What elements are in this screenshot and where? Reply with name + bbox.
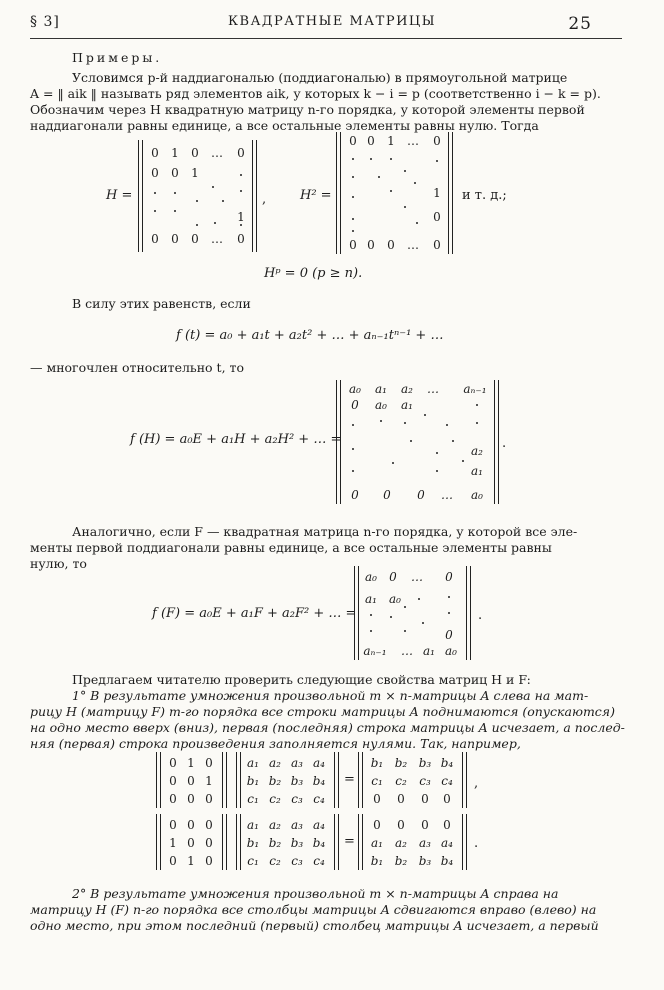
ff-period: . [478,608,483,623]
analog-line-2: менты первой поддиагонали равны единице, а все остальные элементы равны [30,540,552,555]
polynomial-formula: f (t) = a₀ + a₁t + a₂t² + … + aₙ₋₁tⁿ⁻¹ + … [176,328,444,343]
property-1-line-3: на одно место вверх (вниз), первая (последняя) строка матрицы A исчезает, а послед- [30,720,625,735]
intro-line-2: A = ‖ aik ‖ называть ряд элементов aik, у которых k − i = p (соответственно i − k = p). [30,86,601,101]
book-page: § 3] КВАДРАТНЫЕ МАТРИЦЫ 25 Примеры. Условимся p-й наддиагональю (поддиагональю) в прямоугольной матрице A = ‖ aik ‖ называть ряд элементов aik, у которых k − i = p (соответственно i − k = p). Обозначим через H квадратную матрицу n-го порядка, у которой элементы первой наддиагонали равны единице, а все остальные элементы равны нулю. Тогда H = 0 1 0 … 0 0 0 1 1 0 0 0 … 0 , H² = 0 0 1 … 0 1 0 0 0 0 … 0 и т. д.; Hᵖ = 0 (p ≥ n). В силу этих равенств, если f (t) = a₀ + a₁t + a₂t² + … + aₙ₋₁tⁿ⁻¹ + … — многочлен относительно t, то f (H) = a₀E + a₁H + a₂H² + … = a₀ a₁ a₂ … aₙ₋₁ 0 a₀ a₁ a₂ a₁ 0 0 0 … a₀ . Аналогично, если F — квадратная матрица n-го порядка, у которой все эле- менты первой поддиагонали равны единице, а все остальные элементы равны нулю, то f (F) = a₀E + a₁F + a₂F² + … = a₀ 0 … 0 a₁ a₀ 0 aₙ₋₁ … a₁ a₀ . Предлагаем читателю проверить следующие свойства матриц H и F: 1° В результате умножения произвольной m × n-матрицы A слева на мат- рицу H (матрицу F) m-го порядка все строки матрицы A поднимаются (опускаются) на одно место вверх (вниз), первая (последняя) строка матрицы A исчезает, а послед- няя (первая) строка произведения заполняется нулями. Так, например, 0 1 0 0 0 1 0 0 0 a₁ a₂ a₃ a₄ b₁ b₂ b₃ b₄ c₁ c₂ c₃ c₄ = b₁ b₂ b₃ b₄ c₁ c₂ c₃ c₄ 0 0 0 0 , 0 0 0 1 0 0 0 1 0 a₁ a₂ a₃ a₄ b₁ b₂ b₃ b₄ c₁ c₂ c₃ c₄ = 0 0 0 0 a₁ a₂ a₃ a₄ b₁ b₂ b₃ b₄ . 2° В результате умножения произвольной m × n-матрицы A справа на матрицу H (F) n-го порядка все столбцы матрицы A сдвигаются вправо (влево) на одно место, при этом последний (первый) столбец матрицы A исчезает, а первый [0,0,664,990]
examples-heading: Примеры. [72,50,163,65]
property-1-line-2: рицу H (матрицу F) m-го порядка все строки матрицы A поднимаются (опускаются) [30,704,615,719]
hp-formula: Hᵖ = 0 (p ≥ n). [264,266,363,281]
example-1-comma: , [474,776,479,791]
polynomial-intro: В силу этих равенств, если [72,296,251,311]
h2-label: H² = [300,188,332,203]
example-1-equals: = [344,772,355,787]
analog-line-3: нулю, то [30,556,87,571]
h-label: H = [106,188,133,203]
example-2-equals: = [344,834,355,849]
property-2-line-3: одно место, при этом последний (первый) столбец матрицы A исчезает, а первый [30,918,599,933]
intro-line-3: Обозначим через H квадратную матрицу n-го порядка, у которой элементы первой [30,102,585,117]
ff-label: f (F) = a₀E + a₁F + a₂F² + … = [152,606,357,621]
fh-label: f (H) = a₀E + a₁H + a₂H² + … = [130,432,342,447]
intro-line-1: Условимся p-й наддиагональю (поддиагональю) в прямоугольной матрице [72,70,568,85]
etc-text: и т. д.; [462,188,507,203]
property-2-line-1: 2° В результате умножения произвольной m × n-матрицы A справа на [72,886,559,901]
intro-line-4: наддиагонали равны единице, а все остальные элементы равны нулю. Тогда [30,118,539,133]
section-number: § 3] [30,14,60,30]
fh-period: . [502,436,507,451]
property-1-line-1: 1° В результате умножения произвольной m × n-матрицы A слева на мат- [72,688,589,703]
page-number: 25 [568,14,592,34]
property-2-line-2: матрицу H (F) n-го порядка все столбцы матрицы A сдвигаются вправо (влево) на [30,902,597,917]
example-2-period: . [474,836,479,851]
running-title: КВАДРАТНЫЕ МАТРИЦЫ [227,14,437,29]
polynomial-text: — многочлен относительно t, то [30,360,244,375]
header-rule [30,38,622,39]
analog-line-1: Аналогично, если F — квадратная матрица n-го порядка, у которой все эле- [72,524,578,539]
property-1-line-4: няя (первая) строка произведения заполняется нулями. Так, например, [30,736,521,751]
properties-intro: Предлагаем читателю проверить следующие свойства матриц H и F: [72,672,531,687]
h-comma: , [262,192,267,207]
